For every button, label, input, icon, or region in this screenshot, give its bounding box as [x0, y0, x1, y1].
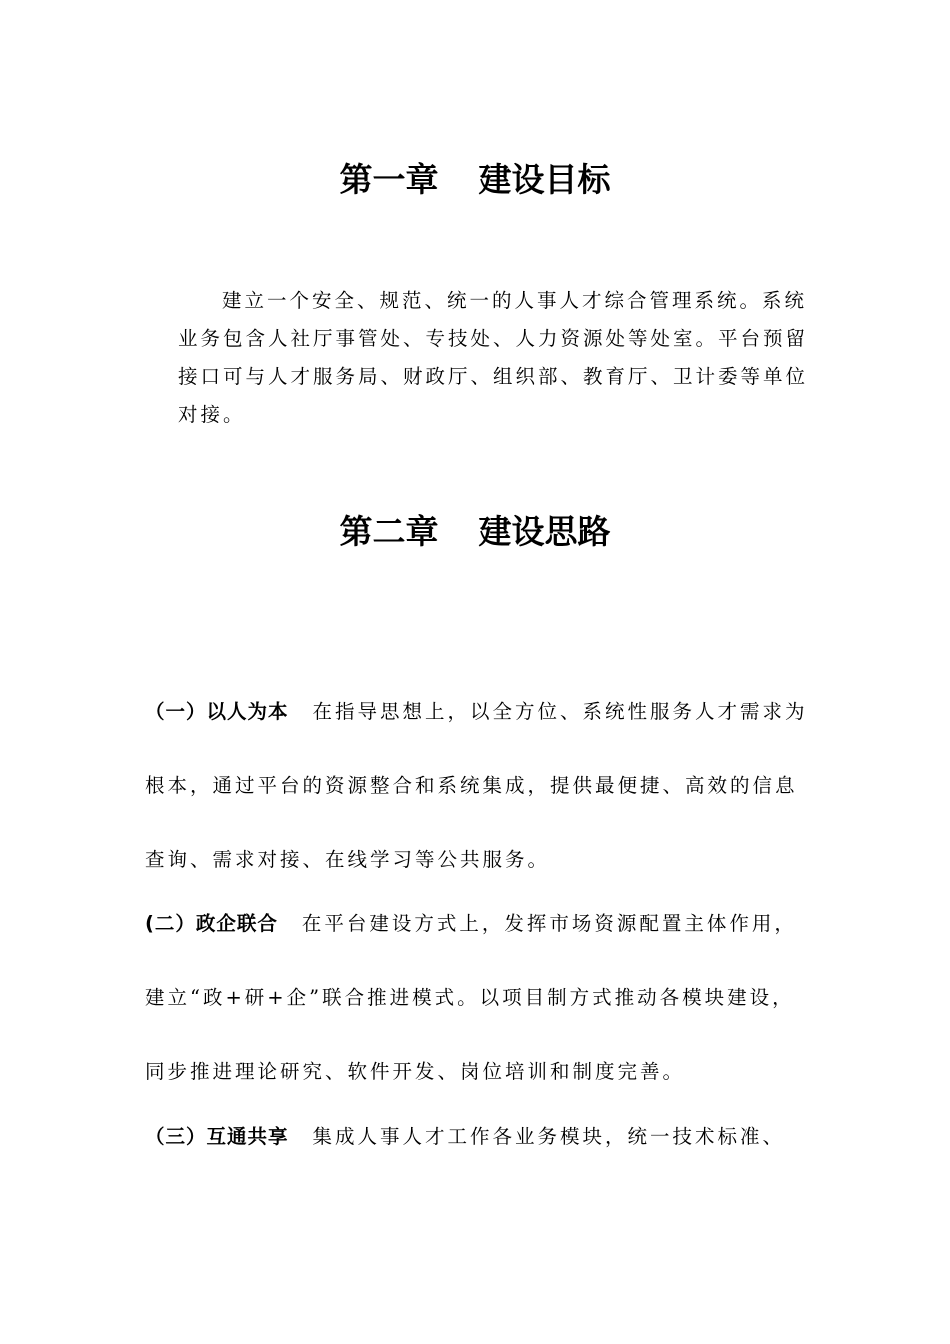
chapter-1-paragraph: 建立一个安全、规范、统一的人事人才综合管理系统。系统业务包含人社厅事管处、专技处、人力资源处等处室。平台预留接口可与人才服务局、财政厅、组织部、教育厅、卫计委等单位对接。 [178, 289, 809, 426]
principle-2-text: 在平台建设方式上，发挥市场资源配置主体作用，建立“政+研+企”联合推进模式。以项目制方式推动各模块建设，同步推进理论研究、软件开发、岗位培训和制度完善。 [145, 912, 797, 1083]
principle-2-lead: (二）政企联合 [145, 912, 278, 935]
principle-1-text: 在指导思想上，以全方位、系统性服务人才需求为根本，通过平台的资源整合和系统集成，提供最便捷、高效的信息查询、需求对接、在线学习等公共服务。 [145, 700, 808, 871]
principle-item-2 [145, 887, 810, 1109]
principle-1-lead: （一）以人为本 [145, 700, 289, 723]
chapter-2-title: 建设思路 [478, 512, 611, 551]
chapter-1-title: 建设目标 [478, 160, 611, 199]
chapter-2-heading [0, 512, 950, 552]
principle-item-1 [145, 675, 810, 897]
principle-3-text: 集成人事人才工作各业务模块，统一技术标准、 [312, 1125, 786, 1148]
chapter-1-number: 第一章 [339, 160, 439, 199]
principle-item-3 [145, 1100, 810, 1174]
principle-3-lead: （三）互通共享 [145, 1125, 289, 1148]
chapter-2-number: 第二章 [339, 512, 439, 551]
chapter-1-heading [0, 160, 950, 200]
